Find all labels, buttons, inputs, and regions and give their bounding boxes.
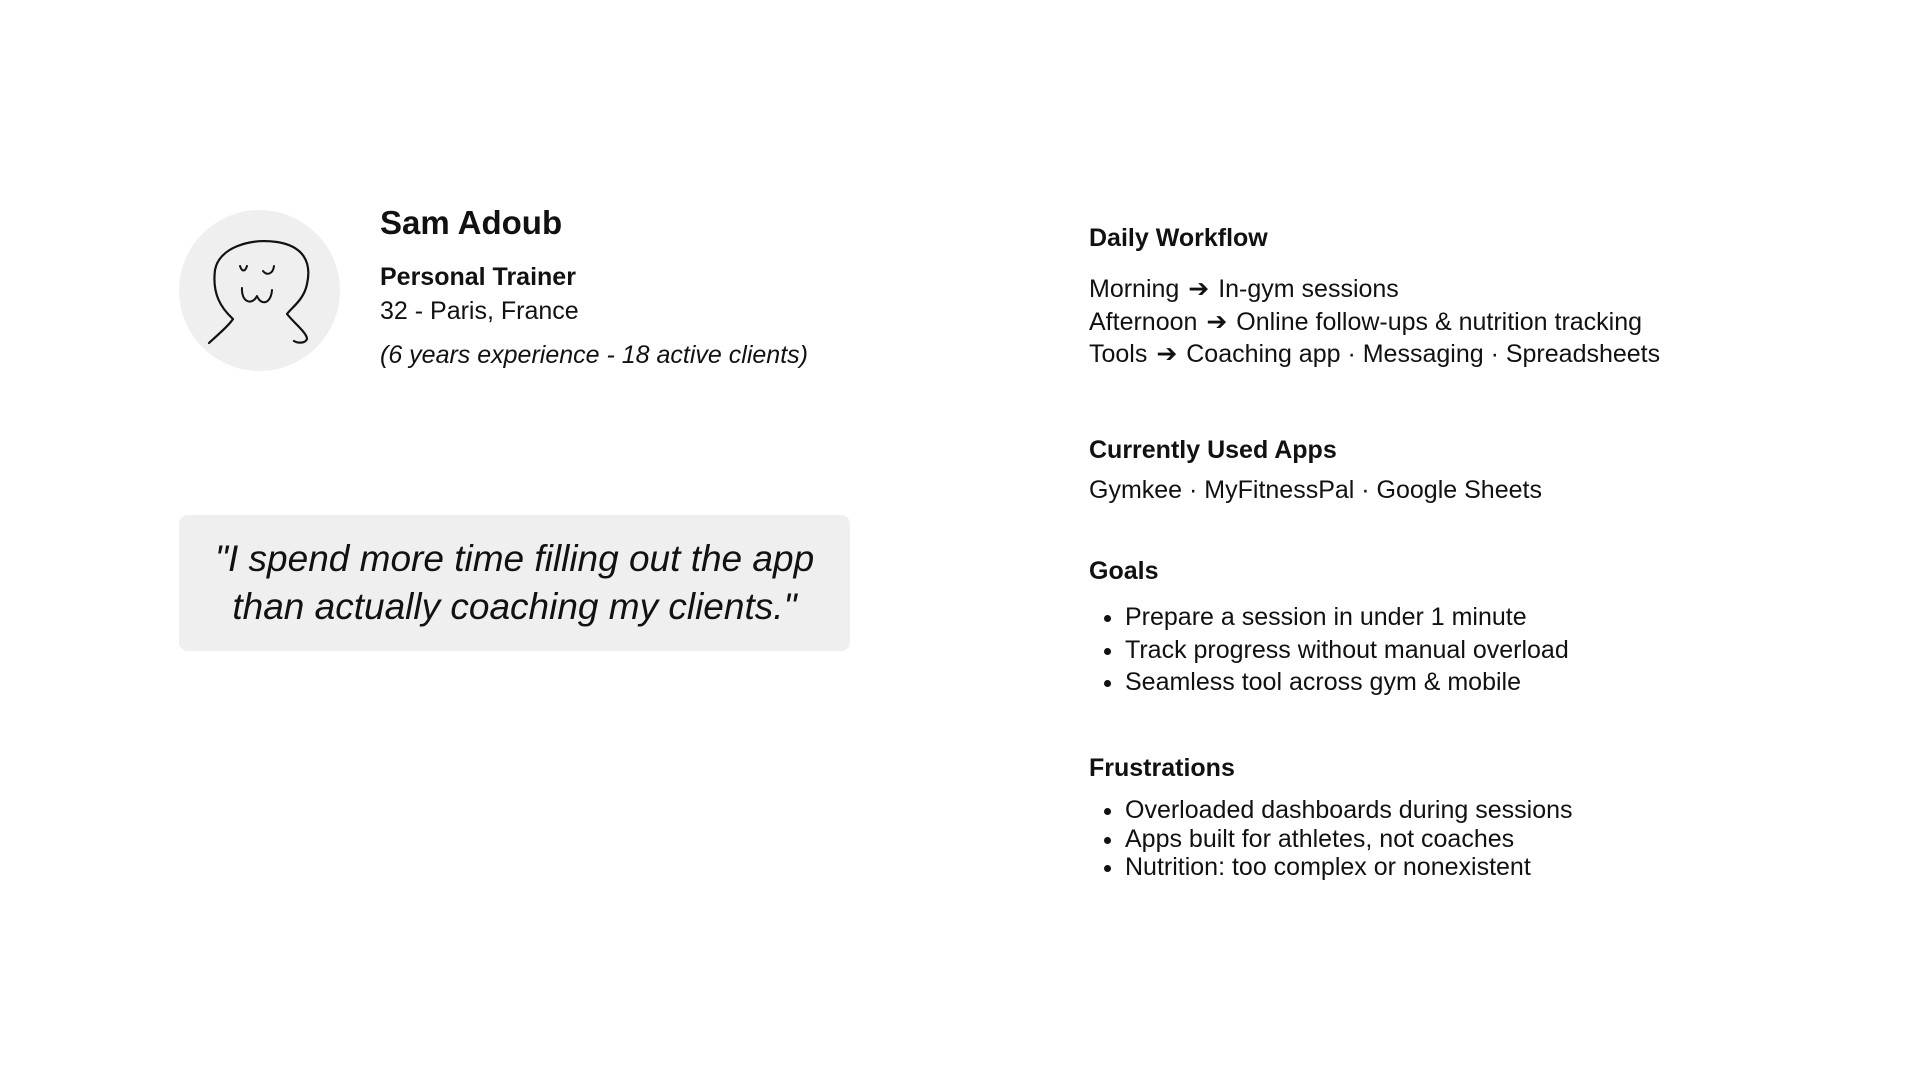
goal-item: • Seamless tool across gym & mobile [1125,666,1569,699]
frustration-item: • Apps built for athletes, not coaches [1125,825,1573,854]
workflow-value: Coaching app · Messaging · Spreadsheets [1186,340,1661,368]
quote-line: "I spend more time filling out the app [214,538,815,579]
quote-card [179,515,850,651]
quote-line: than actually coaching my clients." [232,586,797,627]
frustrations-heading: Frustrations [1089,754,1235,782]
workflow-row [1089,338,1660,371]
frustrations-list [1089,796,1573,882]
goal-item: • Track progress without manual overload [1125,634,1569,667]
persona-name: Sam Adoub [380,204,563,241]
workflow-label: Morning [1089,275,1180,303]
goals-list [1089,601,1569,699]
daily-workflow-heading: Daily Workflow [1089,224,1268,252]
arrow-right-icon: ➔ [1156,340,1178,368]
workflow-label: Tools [1089,340,1148,368]
face-sketch-icon [179,210,340,371]
frustration-item: • Nutrition: too complex or nonexistent [1125,853,1573,882]
workflow-value: Online follow-ups & nutrition tracking [1236,307,1643,336]
workflow-row [1089,273,1660,306]
workflow-value: In-gym sessions [1218,275,1399,303]
daily-workflow-list [1089,273,1660,371]
apps-heading: Currently Used Apps [1089,436,1337,464]
arrow-right-icon: ➔ [1188,275,1210,303]
workflow-row [1089,306,1660,339]
persona-role: Personal Trainer [380,263,576,291]
apps-list: Gymkee · MyFitnessPal · Google Sheets [1089,476,1542,504]
workflow-label: Afternoon [1089,307,1198,336]
arrow-right-icon: ➔ [1206,307,1228,336]
frustration-item: • Overloaded dashboards during sessions [1125,796,1573,825]
persona-location: 32 - Paris, France [380,297,579,325]
goals-heading: Goals [1089,557,1159,585]
goal-item: • Prepare a session in under 1 minute [1125,601,1569,634]
persona-experience: (6 years experience - 18 active clients) [380,341,808,369]
quote-text [215,535,814,631]
avatar [179,210,340,371]
